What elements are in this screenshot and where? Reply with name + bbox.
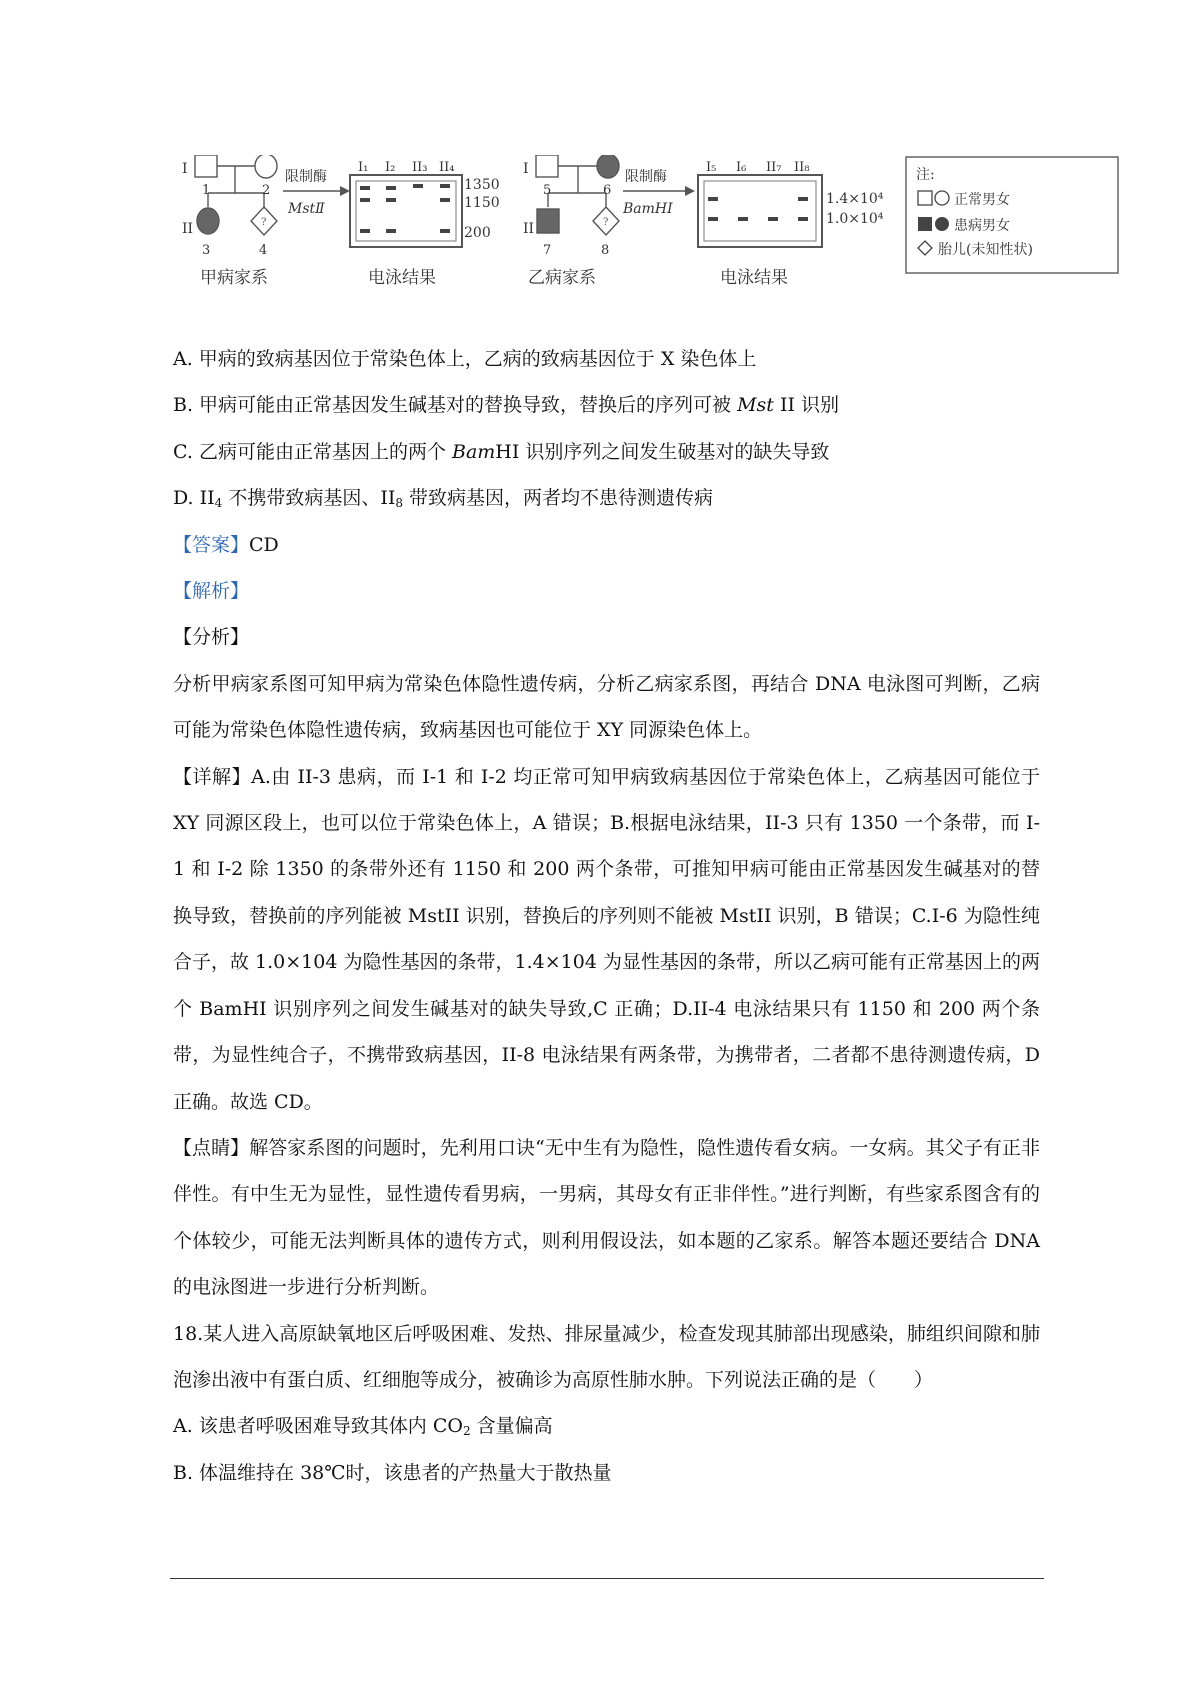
svg-text:电泳结果: 电泳结果 [368,268,436,288]
svg-text:II₇: II₇ [766,160,782,175]
svg-text:II₄: II₄ [439,160,455,175]
svg-text:6: 6 [603,183,612,198]
dianjing-tag: 【点睛】 [173,1136,250,1159]
svg-text:1.4×10⁴: 1.4×10⁴ [826,191,884,207]
svg-text:?: ? [603,217,609,228]
jia-num-1: 1 [202,183,211,198]
q17-option-b: B. 甲病可能由正常基因发生碱基对的替换导致，替换后的序列可被 Mst II 识别 [173,394,840,417]
svg-text:正常男女: 正常男女 [954,192,1010,208]
fenxi-text: 分析甲病家系图可知甲病为常染色体隐性遗传病，分析乙病家系图，再结合 DNA 电泳图可判断，乙病可能为常染色体隐性遗传病，致病基因也可能位于 XY 同源染色体上。 [173,672,1040,742]
jia-gel [350,160,500,288]
svg-text:I₅: I₅ [706,160,717,175]
svg-text:电泳结果: 电泳结果 [720,268,788,288]
xiangjie-tag: 【详解】 [173,765,252,788]
jia-num-3: 3 [202,243,211,258]
fenxi-tag: 【分析】 [173,626,250,649]
answer-tag: 【答案】 [173,533,250,556]
q18-option-a: A. 该患者呼吸困难导致其体内 $CO_2$ 含量偏高 [173,1415,553,1439]
yi-male-5 [536,155,558,177]
jiexi-tag: 【解析】 [173,580,250,603]
legend-box [906,157,1118,273]
jia-female-2 [255,155,277,178]
svg-text:注:: 注: [916,167,935,183]
svg-text:1350: 1350 [464,177,500,193]
q17-option-a: A. 甲病的致病基因位于常染色体上，乙病的致病基因位于 X 染色体上 [173,348,757,370]
pedigree-figure [180,155,1130,315]
svg-text:II: II [523,221,535,237]
q17-option-d: D. $II_4$ 不携带致病基因、$II_8$ 带致病基因，两者均不患待测遗传病 [173,487,714,511]
xiangjie-text: A.由 II-3 患病，而 I-1 和 I-2 均正常可知甲病致病基因位于常染色体上，乙病基因可能位于 XY 同源区段上，也可以位于常染色体上，A 错误；B.根据电泳结果，II-3 只有 1350 一个条带，而 I-1 和 I-2 除 1350 的条带外还有 1150 和 200 两个条带，可推知甲病可能由正常基因发生碱基对的替换导致，替换前的序列能被 MstII 识别，替换后的序列则不能被 MstII 识别，B 错误；C.I-6 为隐性纯合子，故 1.0×104 为隐性基因的条带，1.4×104 为显性基因的条带，所以乙病可能有正常基因上的两个 BamHI 识别序列之间发生碱基对的缺失导致,C 正确；D.II-4 电泳结果只有 1150 和 200 两个条带，为显性纯合子，不携带致病基因，II-8 电泳结果有两条带，为携带者，二者都不患待测遗传病，D 正确。故选 CD。 [173,765,1040,1113]
jia-caption: 甲病家系 [200,268,268,288]
jia-num-4: 4 [259,243,268,258]
yi-affected-female-6 [597,155,619,178]
svg-text:8: 8 [601,243,610,258]
svg-text:5: 5 [543,183,552,198]
svg-text:7: 7 [543,243,552,258]
jia-male-1 [195,155,217,177]
yi-affected-male-7 [537,209,559,233]
pedigree-svg [180,155,1130,315]
jia-gen1-label: I [182,161,188,177]
svg-text:II₃: II₃ [412,160,428,175]
jia-enzyme-top: 限制酶 [285,169,327,185]
footer-rule [170,1578,1044,1579]
answer-value: CD [249,533,279,556]
svg-text:200: 200 [464,225,491,241]
svg-text:1150: 1150 [464,195,500,211]
xiangjie-paragraph [173,754,1040,1125]
svg-text:胎儿(未知性状): 胎儿(未知性状) [938,242,1033,258]
svg-text:I₂: I₂ [385,160,396,175]
yi-gel [698,160,884,288]
document-body [173,336,1040,1496]
q17-option-c: C. 乙病可能由正常基因上的两个 BamHI 识别序列之间发生破基对的缺失导致 [173,440,830,463]
svg-text:II₈: II₈ [794,160,810,175]
jia-affected-female-3 [197,208,219,234]
svg-text:1.0×10⁴: 1.0×10⁴ [826,211,884,227]
jia-enzyme: MstⅡ [288,201,325,217]
svg-text:限制酶: 限制酶 [625,169,667,185]
jia-num-2: 2 [262,183,271,198]
svg-text:乙病家系: 乙病家系 [528,268,596,288]
svg-text:患病男女: 患病男女 [954,218,1010,234]
svg-text:BamHI: BamHI [623,201,673,217]
jia-gen2-label: II [182,221,194,237]
q18-option-b: B. 体温维持在 38℃时，该患者的产热量大于散热量 [173,1461,612,1484]
svg-text:?: ? [261,217,267,228]
answer-line [173,522,1040,568]
svg-text:I₁: I₁ [358,160,369,175]
svg-text:I: I [523,161,529,177]
dianjing-text: 解答家系图的问题时，先利用口诀“无中生有为隐性，隐性遗传看女病。一女病。其父子有正非伴性。有中生无为显性，显性遗传看男病，一男病，其母女有正非伴性。”进行判断，有些家系图含有的个体较少，可能无法判断具体的遗传方式，则利用假设法，如本题的乙家系。解答本题还要结合 DNA 的电泳图进一步进行分析判断。 [173,1136,1040,1299]
dianjing-paragraph [173,1125,1040,1311]
q18-stem: 18.某人进入高原缺氧地区后呼吸困难、发热、排尿量减少，检查发现其肺部出现感染，肺组织间隙和肺泡渗出液中有蛋白质、红细胞等成分，被确诊为高原性肺水肿。下列说法正确的是（ ） [173,1322,1040,1391]
svg-text:I₆: I₆ [736,160,747,175]
